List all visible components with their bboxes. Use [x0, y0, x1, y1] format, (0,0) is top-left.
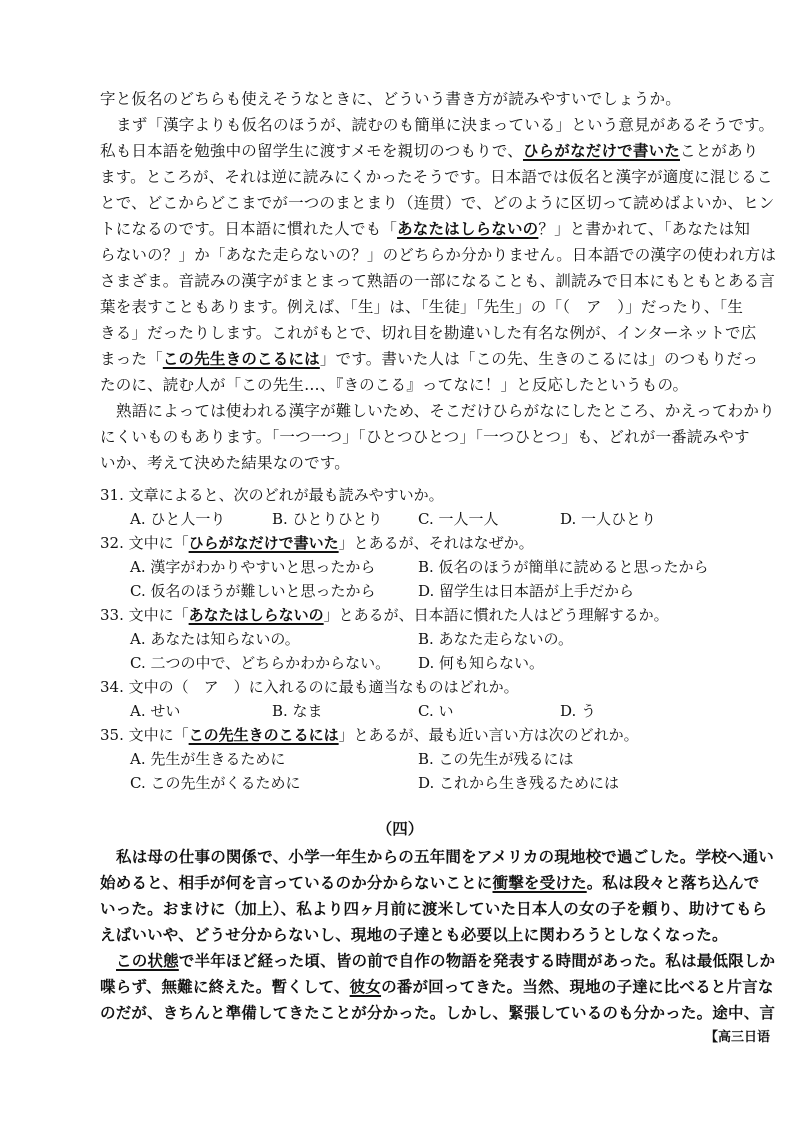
text-run: 32. 文中に「: [100, 534, 189, 552]
passage-line: [100, 872, 759, 894]
passage-line: ます。ところが、それは逆に読みにくかったそうです。日本語では仮名と漢字が適度に混じるこ: [100, 168, 773, 186]
question-34-stem: 34. 文中の（ ア ）に入れるのに最も適当なものはどれか。: [100, 678, 519, 696]
passage-line: にくいものもあります。「一つ一つ」「ひとつひとつ」「一つひとつ」も、どれが一番読みやす: [100, 428, 750, 446]
text-run: ？」と書かれて、「あなたは知: [538, 220, 751, 238]
text-run: で半年ほど経った頃、皆の前で自作の物語を発表する時間があった。私は最低限しか: [178, 951, 776, 970]
passage-line: とで、どこからどこまでが一つのまとまり（连贯）で、どのように区切って読めばよいか、ヒン: [100, 194, 775, 212]
passage-line: [100, 976, 774, 998]
text-run: 喋らず、無難に終えた。暫くして、: [100, 977, 350, 996]
text-run: 」とあるが、最も近い言い方は次のどれか。: [338, 726, 639, 744]
passage-line: まず「漢字よりも仮名のほうが、読むのも簡単に決まっている」という意見があるそうです。: [116, 116, 775, 134]
passage-line: さまざま。音読みの漢字がまとまって熟語の一部になることも、訓読みで日本にもともとある言: [100, 272, 776, 290]
text-run: 」とあるが、それはなぜか。: [338, 534, 534, 552]
passage-line: らないの？」か「あなた走らないの？」のどちらか分かりません。日本語での漢字の使われ方は: [100, 246, 777, 264]
passage-line: えばいいや、どうせ分からないし、現地の子達とも必要以上に関わろうとしなくなった。: [100, 925, 728, 944]
underlined-phrase: この先生きのこるには: [162, 349, 320, 368]
q31-option-a[interactable]: A. ひと人一り: [130, 510, 226, 528]
text-run: の番が回ってきた。当然、現地の子達に比べると片言な: [381, 977, 774, 996]
q33-option-a[interactable]: A. あなたは知らないの。: [130, 630, 300, 648]
passage-line: のだが、きちんと準備してきたことが分かった。しかし、緊張しているのも分かった。途中、言: [100, 1003, 776, 1022]
text-run: 」です。書いた人は「この先、生きのこるには」のつもりだっ: [319, 350, 759, 368]
passage-line: 私は母の仕事の関係で、小学一年生からの五年間をアメリカの現地校で過ごした。学校へ通い: [116, 847, 775, 866]
q33-option-b[interactable]: B. あなた走らないの。: [418, 630, 573, 648]
q34-option-a[interactable]: A. せい: [130, 702, 181, 720]
q32-option-b[interactable]: B. 仮名のほうが簡単に読めると思ったから: [418, 558, 709, 576]
question-31-stem: 31. 文章によると、次のどれが最も読みやすいか。: [100, 486, 444, 504]
footer-label: 【高三日语: [704, 1030, 770, 1045]
q35-option-d[interactable]: D. これから生き残るためには: [418, 774, 620, 792]
passage-line: 熟語によっては使われる漢字が難しいため、そこだけひらがなにしたところ、かえってわかり: [116, 402, 775, 420]
section-four-heading: （四）: [376, 819, 424, 838]
underlined-phrase: 彼女: [349, 977, 382, 996]
q32-option-c[interactable]: C. 仮名のほうが難しいと思ったから: [130, 582, 376, 600]
text-run: トになるのです。日本語に慣れた人でも「: [100, 220, 398, 238]
passage-line: たのに、読む人が「この先生…、『きのこる』ってなに！」と反応したというもの。: [100, 376, 689, 394]
q32-option-a[interactable]: A. 漢字がわかりやすいと思ったから: [130, 558, 376, 576]
text-run: ことがあり: [680, 142, 759, 160]
text-run: 始めると、相手が何を言っているのか分からないことに: [100, 873, 493, 892]
passage-line: きる」だったりします。これがもとで、切れ目を勘違いした有名な例が、インターネットで広: [100, 324, 757, 342]
q34-option-b[interactable]: B. なま: [272, 702, 323, 720]
q31-option-d[interactable]: D. 一人ひとり: [560, 510, 657, 528]
passage-line: 字と仮名のどちらも使えそうなときに、どういう書き方が読みやすいでしょうか。: [100, 90, 681, 108]
q33-option-c[interactable]: C. 二つの中で、どちらかわからない。: [130, 654, 391, 672]
passage-line: [116, 950, 775, 972]
question-35-stem: [100, 724, 639, 746]
q34-option-c[interactable]: C. い: [418, 702, 454, 720]
underlined-phrase: この先生きのこるには: [188, 726, 339, 744]
q32-option-d[interactable]: D. 留学生は日本語が上手だから: [418, 582, 635, 600]
question-33-stem: [100, 604, 669, 626]
text-run: 35. 文中に「: [100, 726, 189, 744]
q31-option-c[interactable]: C. 一人一人: [418, 510, 499, 528]
text-run: 」とあるが、日本語に慣れた人はどう理解するか。: [323, 606, 669, 624]
q35-option-c[interactable]: C. この先生がくるために: [130, 774, 301, 792]
underlined-phrase: ひらがなだけで書いた: [188, 534, 339, 552]
text-run: まった「: [100, 350, 163, 368]
passage-line: [100, 348, 758, 370]
underlined-phrase: この状態: [116, 951, 179, 970]
text-run: 。私は段々と落ち込んで: [586, 873, 760, 892]
passage-line: いった。おまけに（加上）、私より四ヶ月前に渡米していた日本人の女の子を頼り、助けてもら: [100, 899, 768, 918]
text-run: 私も日本語を勉強中の留学生に渡すメモを親切のつもりで、: [100, 142, 523, 160]
underlined-phrase: ひらがなだけで書いた: [522, 141, 680, 160]
text-run: 33. 文中に「: [100, 606, 189, 624]
passage-line: [100, 140, 759, 162]
passage-line: 葉を表すこともあります。例えば、「生」は、「生徒」「先生」の「（ ア ）」だったり、「生: [100, 298, 744, 316]
passage-line: [100, 218, 750, 240]
q31-option-b[interactable]: B. ひとりひとり: [272, 510, 383, 528]
q33-option-d[interactable]: D. 何も知らない。: [418, 654, 545, 672]
passage-line: いか、考えて決めた結果なのです。: [100, 454, 350, 472]
underlined-phrase: あなたはしらないの: [188, 606, 324, 624]
q35-option-b[interactable]: B. この先生が残るには: [418, 750, 574, 768]
q35-option-a[interactable]: A. 先生が生きるために: [130, 750, 286, 768]
question-32-stem: [100, 532, 534, 554]
underlined-phrase: あなたはしらないの: [397, 219, 539, 238]
q34-option-d[interactable]: D. う: [560, 702, 597, 720]
underlined-phrase: 衝撃を受けた: [492, 873, 587, 892]
